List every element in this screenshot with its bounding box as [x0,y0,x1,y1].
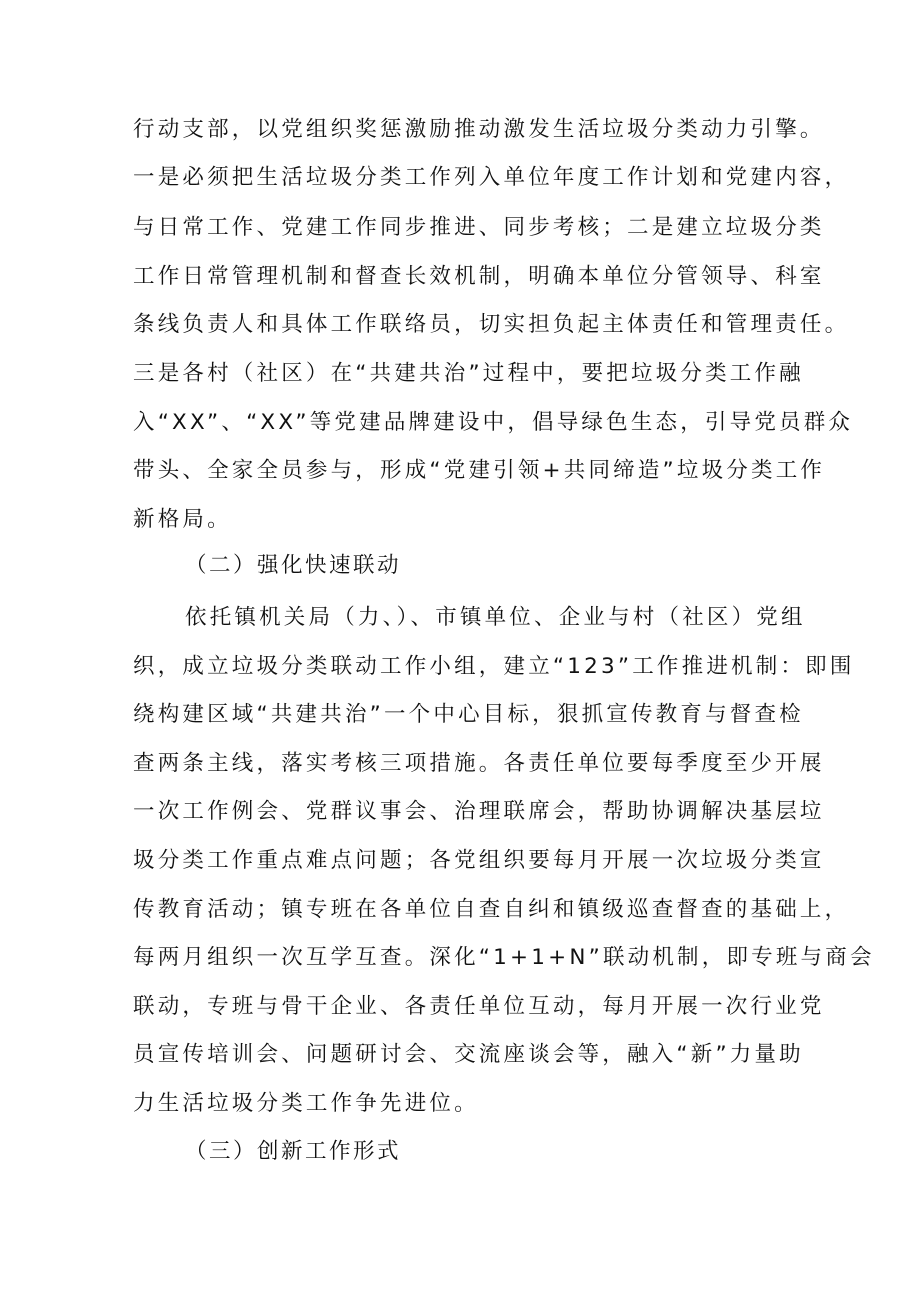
paragraph-line: 一是必须把生活垃圾分类工作列入单位年度工作计划和党建内容， [133,165,850,190]
paragraph-line: 联动，专班与骨干企业、各责任单位互动，每月开展一次行业党 [133,994,825,1019]
paragraph-line: 行动支部，以党组织奖惩激励推动激发生活垃圾分类动力引擎。 [133,117,825,142]
section-heading-3: （三）创新工作形式 [185,1139,402,1164]
paragraph-line: 入“XX”、“XX”等党建品牌建设中，倡导绿色生态，引导党员群众 [133,410,854,435]
paragraph-line: 圾分类工作重点难点问题；各党组织要每月开展一次垃圾分类宣 [133,848,825,873]
paragraph-line: 传教育活动；镇专班在各单位自查自纠和镇级巡查督查的基础上， [133,897,850,922]
paragraph-line: 工作日常管理机制和督查长效机制，明确本单位分管领导、科室 [133,264,825,289]
paragraph-line: 条线负责人和具体工作联络员，切实担负起主体责任和管理责任。 [133,312,850,337]
paragraph-line: 每两月组织一次互学互查。深化“1+1+N”联动机制，即专班与商会 [133,945,875,970]
paragraph-line: 带头、全家全员参与，形成“党建引领+共同缔造”垃圾分类工作 [133,458,826,483]
paragraph-line: 三是各村（社区）在“共建共治”过程中，要把垃圾分类工作融 [133,361,804,386]
paragraph-line: 员宣传培训会、问题研讨会、交流座谈会等，融入“新”力量助 [133,1042,804,1067]
paragraph-line: 新格局。 [133,507,232,532]
paragraph-line: 力生活垃圾分类工作争先进位。 [133,1091,479,1116]
paragraph-line: 查两条主线，落实考核三项措施。各责任单位要每季度至少开展 [133,751,825,776]
section-heading-2: （二）强化快速联动 [185,553,402,578]
paragraph-line: 绕构建区域“共建共治”一个中心目标，狠抓宣传教育与督查检 [133,702,804,727]
paragraph-line: 织，成立垃圾分类联动工作小组，建立“123”工作推进机制：即围 [133,654,855,679]
paragraph-line: 一次工作例会、党群议事会、治理联席会，帮助协调解决基层垃 [133,799,825,824]
paragraph-line: 依托镇机关局（力、）、市镇单位、企业与村（社区）党组 [185,605,806,630]
paragraph-line: 与日常工作、党建工作同步推进、同步考核；二是建立垃圾分类 [133,215,825,240]
